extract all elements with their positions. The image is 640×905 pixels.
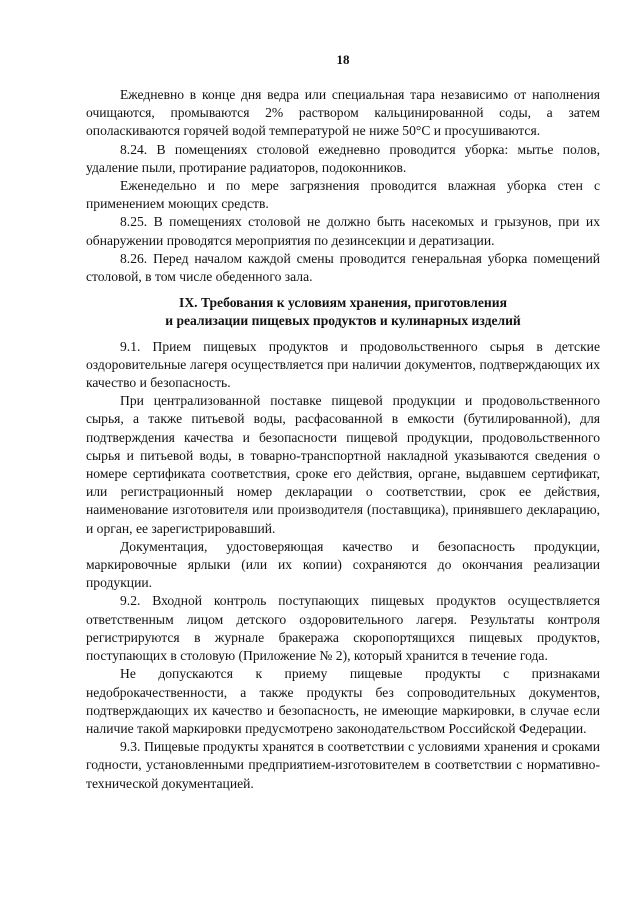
paragraph: Не допускаются к приему пищевые продукты с признаками недоброкачественности, а также продукты без сопроводительных документов, подтверждающих их качество и безопасность, не имеющие маркировки, в случае если наличие такой маркировки предусмотрено законодательством Российской Федерации. [86,666,600,736]
section-title-line: IX. Требования к условиям хранения, приготовления [179,295,507,311]
paragraph: Документация, удостоверяющая качество и безопасность продукции, маркировочные ярлыки (или их копии) сохраняются до окончания реализации продукции. [86,538,600,591]
section-title [86,294,600,330]
paragraph: 8.24. В помещениях столовой ежедневно проводится уборка: мытье полов, удаление пыли, протирание радиаторов, подоконников. [86,141,600,175]
paragraph: Ежедневно в конце дня ведра или специальная тара независимо от наполнения очищаются, промываются 2% раствором кальцинированной соды, а затем ополаскиваются горячей водой температурой не ниже 50°С и просушиваются. [86,87,600,139]
paragraph: 8.25. В помещениях столовой не должно быть насекомых и грызунов, при их обнаружении проводятся мероприятия по дезинсекции и дератизации. [86,214,600,248]
paragraph: 9.2. Входной контроль поступающих пищевых продуктов осуществляется ответственным лицом детского оздоровительного лагеря. Результаты контроля регистрируются в журнале бракеража скоропортящихся пищевых продуктов, поступающих в столовую (Приложение № 2), который хранится в течение года. [86,593,600,664]
paragraph: 9.3. Пищевые продукты хранятся в соответствии с условиями хранения и сроками годности, установленными предприятием-изготовителем в соответствии с нормативно-технической документацией. [86,739,600,791]
paragraph: 9.1. Прием пищевых продуктов и продовольственного сырья в детские оздоровительные лагеря осуществляется при наличии документов, подтверждающих их качество и безопасность. [86,338,600,391]
body-text-top [86,86,600,286]
paragraph: 8.26. Перед началом каждой смены проводится генеральная уборка помещений столовой, в том числе обеденного зала. [86,250,600,285]
paragraph: Еженедельно и по мере загрязнения проводится влажная уборка стен с применением моющих средств. [86,178,600,212]
body-text-bottom [86,338,600,793]
paragraph: При централизованной поставке пищевой продукции и продовольственного сырья, а также питьевой воды, расфасованной в емкости (бутилированной), для подтверждения качества и безопасности пищевой продукции, продовольственного сырья и питьевой воды, в товарно-транспортной накладной указываются сведения о номере сертификата соответствия, сроке его действия, органе, выдавшем сертификат, или регистрационный номер декларации о соответствии, срок ее действия, наименование изготовителя или производителя (поставщика), принявшего декларацию, и орган, ее зарегистрировавший. [86,393,600,536]
section-title-line: и реализации пищевых продуктов и кулинарных изделий [165,313,521,329]
page-number: 18 [336,52,350,67]
